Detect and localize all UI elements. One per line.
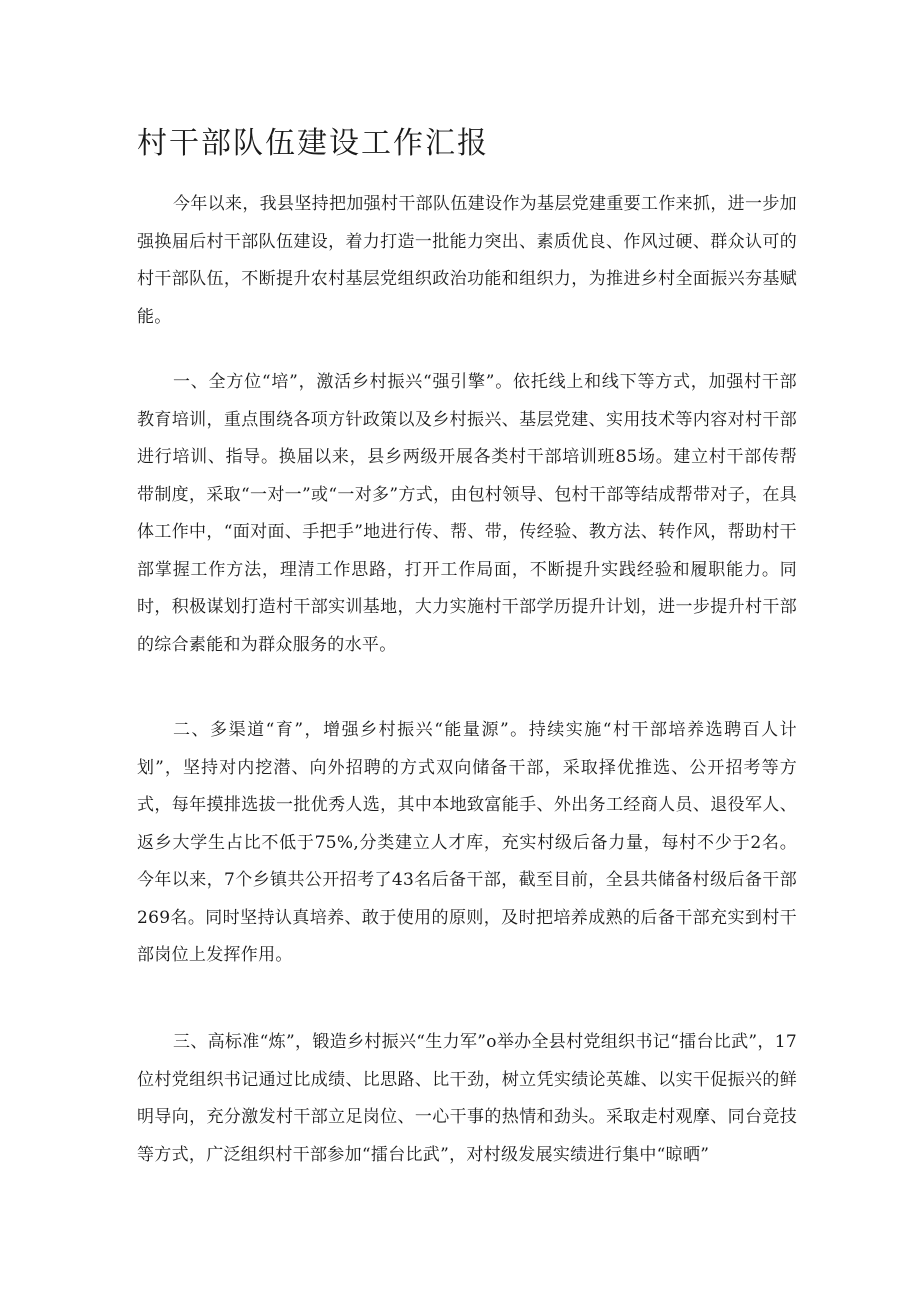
paragraph-section-1-block [137,364,797,664]
paragraph-intro-block [137,186,797,336]
paragraph-intro: 今年以来，我县坚持把加强村干部队伍建设作为基层党建重要工作来抓，进一步加强换届后村干部队伍建设，着力打造一批能力突出、素质优良、作风过硬、群众认可的村干部队伍，不断提升农村基层党组织政治功能和组织力，为推进乡村全面振兴夯基赋能。 [137,194,797,327]
paragraph-section-2-block [137,712,797,975]
document-title: 村干部队伍建设工作汇报 [137,126,489,161]
paragraph-section-3: 三、高标准“炼”，锻造乡村振兴“生力军”o举办全县村党组织书记“擂台比武”，17位村党组织书记通过比成绩、比思路、比干劲，树立凭实绩论英雄、以实干促振兴的鲜明导向，充分激发村干部立足岗位、一心干事的热情和劲头。采取走村观摩、同台竞技等方式，广泛组织村干部参加“擂台比武”，对村级发展实绩进行集中“晾晒” [137,1032,797,1165]
paragraph-section-2: 二、多渠道“育”，增强乡村振兴“能量源”。持续实施“村干部培养选聘百人计划”，坚持对内挖潜、向外招聘的方式双向储备干部，采取择优推选、公开招考等方式，每年摸排选拔一批优秀人选，其中本地致富能手、外出务工经商人员、退役军人、返乡大学生占比不低于75%,分类建立人才库，充实村级后备力量，每村不少于2名。今年以来，7个乡镇共公开招考了43名后备干部，截至目前，全县共储备村级后备干部269名。同时坚持认真培养、敢于使用的原则，及时把培养成熟的后备干部充实到村干部岗位上发挥作用。 [137,720,797,965]
paragraph-section-3-block [137,1024,797,1174]
paragraph-section-1: 一、全方位“培”，激活乡村振兴“强引擎”。依托线上和线下等方式，加强村干部教育培训，重点围绕各项方针政策以及乡村振兴、基层党建、实用技术等内容对村干部进行培训、指导。换届以来，县乡两级开展各类村干部培训班85场。建立村干部传帮带制度，采取“一对一”或“一对多”方式，由包村领导、包村干部等结成帮带对子，在具体工作中，“面对面、手把手”地进行传、帮、带，传经验、教方法、转作风，帮助村干部掌握工作方法，理清工作思路，打开工作局面，不断提升实践经验和履职能力。同时，积极谋划打造村干部实训基地，大力实施村干部学历提升计划，进一步提升村干部的综合素能和为群众服务的水平。 [137,372,797,655]
